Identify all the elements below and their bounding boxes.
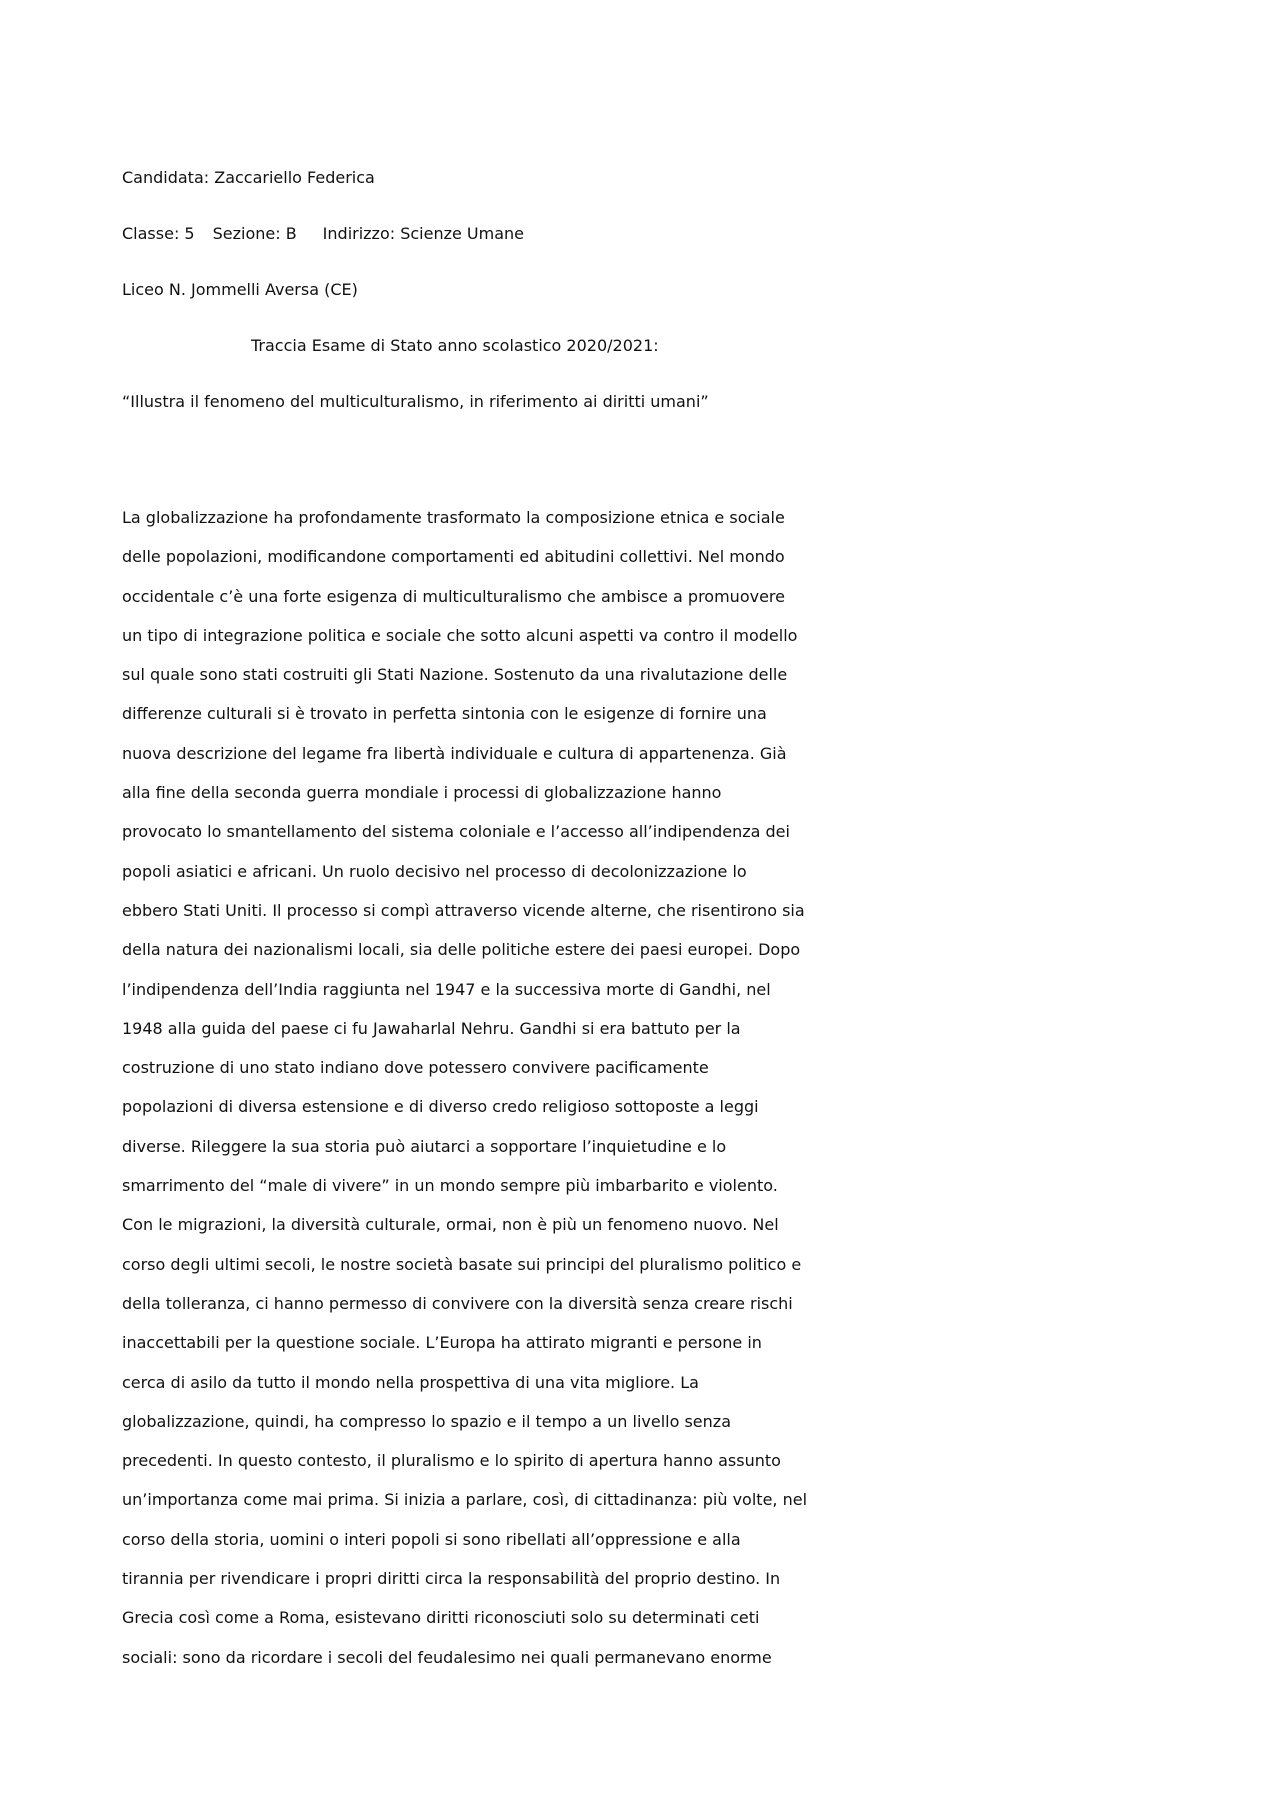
body-line: alla fine della seconda guerra mondiale i processi di globalizzazione hanno bbox=[122, 783, 722, 803]
body-line: ebbero Stati Uniti. Il processo si compì attraverso vicende alterne, che risentirono sia bbox=[122, 900, 805, 920]
body-line: 1948 alla guida del paese ci fu Jawaharlal Nehru. Gandhi si era battuto per la bbox=[122, 1018, 741, 1038]
body-line: della tolleranza, ci hanno permesso di convivere con la diversità senza creare rischi bbox=[122, 1293, 793, 1313]
body-line: delle popolazioni, modificandone comportamenti ed abitudini collettivi. Nel mondo bbox=[122, 547, 785, 567]
body-line: globalizzazione, quindi, ha compresso lo spazio e il tempo a un livello senza bbox=[122, 1411, 731, 1431]
track-label: Indirizzo: Scienze Umane bbox=[322, 224, 525, 243]
body-line: cerca di asilo da tutto il mondo nella prospettiva di una vita migliore. La bbox=[122, 1372, 699, 1392]
school-line: Liceo N. Jommelli Aversa (CE) bbox=[122, 280, 358, 299]
body-line: un tipo di integrazione politica e sociale che sotto alcuni aspetti va contro il modello bbox=[122, 625, 798, 645]
body-line: diverse. Rileggere la sua storia può aiutarci a sopportare l’inquietudine e lo bbox=[122, 1136, 727, 1156]
exam-title: Traccia Esame di Stato anno scolastico 2020/2021: bbox=[251, 336, 659, 355]
body-line: Grecia così come a Roma, esistevano diritti riconosciuti solo su determinati ceti bbox=[122, 1608, 760, 1628]
essay-prompt: “Illustra il fenomeno del multiculturalismo, in riferimento ai diritti umani” bbox=[122, 392, 709, 411]
body-line: smarrimento del “male di vivere” in un mondo sempre più imbarbarito e violento. bbox=[122, 1176, 778, 1196]
essay-body bbox=[122, 498, 1184, 1677]
body-line: corso degli ultimi secoli, le nostre società basate sui principi del pluralismo politico e bbox=[122, 1254, 802, 1274]
class-label: Classe: 5 bbox=[122, 224, 195, 243]
class-line bbox=[122, 206, 1172, 262]
body-line: l’indipendenza dell’India raggiunta nel 1947 e la successiva morte di Gandhi, nel bbox=[122, 979, 771, 999]
document-header bbox=[122, 150, 1172, 430]
body-line: della natura dei nazionalismi locali, sia delle politiche estere dei paesi europei. Dopo bbox=[122, 940, 801, 960]
body-line: costruzione di uno stato indiano dove potessero convivere pacificamente bbox=[122, 1058, 709, 1078]
body-line: tirannia per rivendicare i propri diritti circa la responsabilità del proprio destino. In bbox=[122, 1569, 781, 1589]
body-line: Con le migrazioni, la diversità culturale, ormai, non è più un fenomeno nuovo. Nel bbox=[122, 1215, 779, 1235]
body-line: La globalizzazione ha profondamente trasformato la composizione etnica e sociale bbox=[122, 508, 785, 527]
body-line: sociali: sono da ricordare i secoli del feudalesimo nei quali permanevano enorme bbox=[122, 1647, 772, 1667]
body-line: popolazioni di diversa estensione e di diverso credo religioso sottoposte a leggi bbox=[122, 1097, 759, 1117]
body-line: inaccettabili per la questione sociale. L’Europa ha attirato migranti e persone in bbox=[122, 1333, 762, 1353]
body-line: un’importanza come mai prima. Si inizia a parlare, così, di cittadinanza: più volte, nel bbox=[122, 1490, 808, 1510]
body-line: sul quale sono stati costruiti gli Stati Nazione. Sostenuto da una rivalutazione delle bbox=[122, 665, 788, 685]
section-label: Sezione: B bbox=[212, 224, 297, 243]
body-line: popoli asiatici e africani. Un ruolo decisivo nel processo di decolonizzazione lo bbox=[122, 861, 747, 881]
body-line: occidentale c’è una forte esigenza di multiculturalismo che ambisce a promuovere bbox=[122, 586, 785, 606]
body-line: differenze culturali si è trovato in perfetta sintonia con le esigenze di fornire una bbox=[122, 704, 767, 724]
body-line: nuova descrizione del legame fra libertà individuale e cultura di appartenenza. Già bbox=[122, 743, 787, 763]
body-line: provocato lo smantellamento del sistema coloniale e l’accesso all’indipendenza dei bbox=[122, 822, 790, 842]
body-line: corso della storia, uomini o interi popoli si sono ribellati all’oppressione e alla bbox=[122, 1529, 741, 1549]
candidate-line: Candidata: Zaccariello Federica bbox=[122, 168, 375, 187]
body-line: precedenti. In questo contesto, il pluralismo e lo spirito di apertura hanno assunto bbox=[122, 1451, 781, 1471]
